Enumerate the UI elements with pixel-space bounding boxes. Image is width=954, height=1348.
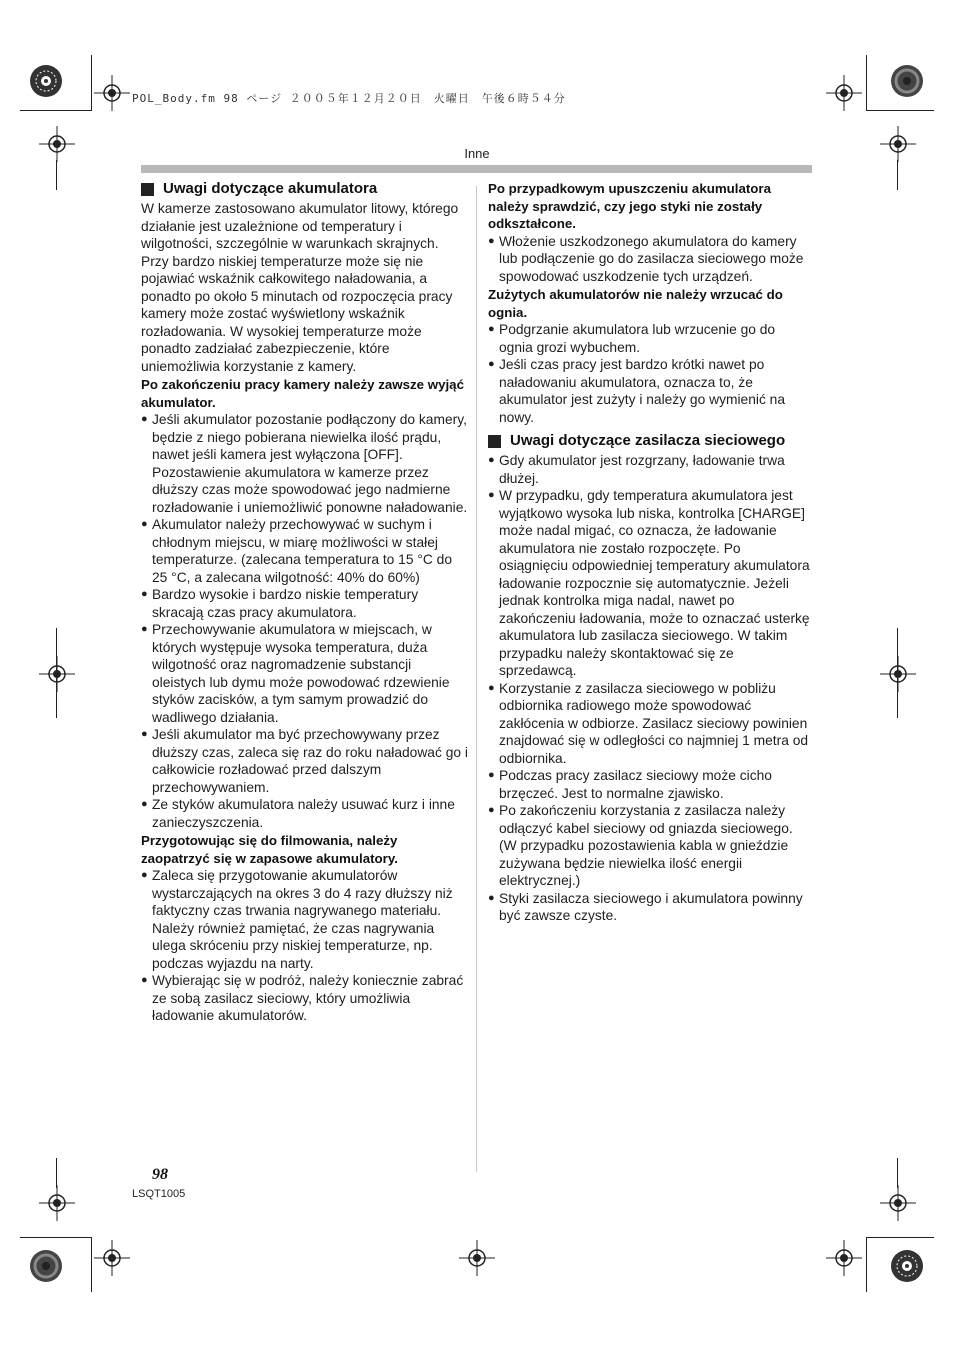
crop-mark (897, 1158, 898, 1188)
section-title: Inne (464, 146, 490, 161)
bullet-icon: ● (488, 323, 495, 335)
page-number: 98 (152, 1166, 168, 1183)
note-fire: Zużytych akumulatorów nie należy wrzucać do ognia. (488, 287, 783, 320)
black-square-icon (488, 435, 501, 448)
heading-text: Uwagi dotyczące akumulatora (163, 180, 378, 197)
bullet-icon: ● (488, 454, 495, 466)
bullet-list (141, 867, 468, 1025)
list-item-text: Wybierając się w podróż, należy koniecznie zabrać ze sobą zasilacz sieciowy, który umożliwia ładowanie akumulatorów. (152, 973, 464, 1023)
list-item (488, 321, 812, 356)
section-rule (141, 165, 812, 173)
list-item-text: Podgrzanie akumulatora lub wrzucenie go do ognia grozi wybuchem. (499, 322, 776, 355)
list-item (141, 726, 468, 796)
bullet-icon: ● (488, 804, 495, 816)
crop-mark (56, 160, 57, 190)
bullet-icon: ● (488, 769, 495, 781)
print-header: POL_Body.fm 98 ページ ２００５年１２月２０日 火曜日 午後６時５４分 (132, 92, 566, 105)
bullet-icon: ● (141, 974, 148, 986)
crosshair-registration-icon (94, 75, 130, 111)
intro-paragraph: W kamerze zastosowano akumulator litowy, którego działanie jest uzależnione od temperatury i wilgotności, szczególnie w warunkach skrajnych. Przy bardzo niskiej temperaturze może się nie pojawiać wskaźnik całkowitego naładowania, a ponadto po około 5 minutach od rozpoczęcia pracy kamery może zostać wyświetlony wskaźnik rozładowania. W wysokiej temperaturze może ponadto zadziałać zabezpieczenie, które uniemożliwia korzystanie z kamery. (141, 201, 459, 374)
heading-text: Uwagi dotyczące zasilacza sieciowego (510, 432, 786, 449)
list-item-text: Bardzo wysokie i bardzo niskie temperatury skracają czas pracy akumulatora. (152, 587, 419, 620)
bullet-list (141, 411, 468, 831)
crosshair-registration-icon (826, 1240, 862, 1276)
crop-mark (897, 160, 898, 190)
bullet-icon: ● (488, 681, 495, 694)
list-item-text: Zaleca się przygotowanie akumulatorów wystarczających na okres 3 do 4 razy dłuższy niż faktyczny czas trwania nagrywanego materiału. Należy również pamiętać, że czas nagrywania ulega skróceniu przy niskiej temperaturze, np. podczas wyjazdu na narty. (152, 868, 453, 971)
list-item-text: Po zakończeniu korzystania z zasilacza należy odłączyć kabel sieciowy od gniazda sieciowego. (W przypadku pozostawienia kabla w gnieździe zużywana będzie niewielka ilość energii elektrycznej.) (499, 803, 793, 888)
bullet-icon: ● (488, 358, 495, 370)
list-item-text: W przypadku, gdy temperatura akumulatora jest wyjątkowo wysoka lub niska, kontrolka [CHARGE] może nadal migać, co oznacza, że ładowanie akumulatora nie zostało rozpoczęte. Po osiągnięciu odpowiedniej temperatury akumulatora ładowanie rozpocznie się automatycznie. Jeżeli jednak kontrolka miga nadal, nawet po zakończeniu ładowania, może to oznaczać usterkę akumulatora lub zasilacza sieciowego. W takim przypadku należy skontaktować się ze sprzedawcą. (499, 488, 810, 678)
crosshair-registration-icon (94, 1240, 130, 1276)
bullet-icon: ● (488, 234, 495, 247)
left-column (141, 180, 468, 1025)
bullet-icon: ● (488, 891, 495, 904)
list-item (141, 411, 468, 516)
bullet-icon: ● (141, 413, 148, 425)
crop-mark (866, 1237, 934, 1238)
registration-disc-icon (29, 64, 63, 98)
list-item (141, 796, 468, 831)
crop-mark (20, 110, 92, 111)
list-item-text: Włożenie uszkodzonego akumulatora do kamery lub podłączenie go do zasilacza sieciowego może spowodować uszkodzenie tych urządzeń. (499, 233, 804, 284)
list-item (141, 516, 468, 586)
bullet-icon: ● (141, 728, 148, 740)
crosshair-registration-icon (39, 1185, 75, 1221)
list-item (488, 802, 812, 890)
crop-mark (866, 55, 867, 110)
registration-disc-icon (29, 1249, 63, 1283)
crosshair-registration-icon (880, 656, 916, 692)
crop-mark (20, 1237, 92, 1238)
crop-mark (866, 1237, 867, 1292)
list-item-text: Jeśli akumulator ma być przechowywany przez dłuższy czas, zaleca się raz do roku naładować go i całkowicie rozładować przed dalszym przechowywaniem. (152, 727, 468, 795)
list-item (141, 586, 468, 621)
crop-mark (866, 110, 934, 111)
list-item-text: Ze styków akumulatora należy usuwać kurz i inne zanieczyszczenia. (152, 797, 455, 830)
list-item (488, 356, 812, 426)
bullet-icon: ● (488, 489, 495, 501)
list-item-text: Styki zasilacza sieciowego i akumulatora powinny być zawsze czyste. (499, 890, 803, 923)
black-square-icon (141, 183, 154, 196)
list-item-text: Gdy akumulator jest rozgrzany, ładowanie trwa dłużej. (499, 453, 785, 486)
list-item-text: Podczas pracy zasilacz sieciowy może cicho brzęczeć. Jest to normalne zjawisko. (499, 768, 772, 801)
bullet-icon: ● (141, 623, 148, 635)
list-item-text: Przechowywanie akumulatora w miejscach, w których występuje wysoka temperatura, duża wilgotność oraz nagromadzenie substancji oleistych lub dymu może powodować rdzewienie styków zacisków, a tym samym prowadzić do wadliwego działania. (152, 622, 450, 725)
list-item (488, 767, 812, 802)
list-item (141, 867, 468, 972)
battery-notes-heading (141, 180, 468, 198)
ac-adaptor-heading (488, 432, 812, 450)
crosshair-registration-icon (880, 1185, 916, 1221)
note-remove-battery: Po zakończeniu pracy kamery należy zawsze wyjąć akumulator. (141, 377, 464, 410)
bullet-list (488, 321, 812, 426)
note-dropped-battery: Po przypadkowym upuszczeniu akumulatora należy sprawdzić, czy jego styki nie zostały odkształcone. (488, 181, 771, 231)
crosshair-registration-icon (39, 656, 75, 692)
list-item-text: Jeśli czas pracy jest bardzo krótki nawet po naładowaniu akumulatora, oznacza to, że akumulator jest zużyty i należy go wymienić na nowy. (499, 357, 786, 425)
column-divider (476, 186, 477, 1172)
crop-mark (56, 1158, 57, 1188)
list-item (488, 233, 812, 286)
crop-mark (897, 628, 898, 718)
crosshair-registration-icon (826, 75, 862, 111)
registration-disc-icon (890, 64, 924, 98)
document-code: LSQT1005 (132, 1188, 186, 1200)
right-column (488, 180, 812, 925)
bullet-icon: ● (141, 869, 148, 881)
bullet-icon: ● (141, 798, 148, 810)
crosshair-registration-icon (459, 1240, 495, 1276)
list-item (488, 890, 812, 925)
bullet-icon: ● (141, 588, 148, 600)
list-item (141, 972, 468, 1025)
list-item (488, 452, 812, 487)
list-item (488, 680, 812, 768)
crop-mark (91, 55, 92, 110)
crop-mark (91, 1237, 92, 1292)
bullet-icon: ● (141, 518, 148, 530)
bullet-list (488, 233, 812, 286)
list-item-text: Akumulator należy przechowywać w suchym i chłodnym miejscu, w miarę możliwości w stałej temperaturze. (zalecana temperatura to 15 °C do 25 °C, a zalecana wilgotność: 40% do 60%) (152, 517, 453, 585)
registration-disc-icon (890, 1249, 924, 1283)
list-item-text: Jeśli akumulator pozostanie podłączony do kamery, będzie z niego pobierana niewielka ilość prądu, nawet jeśli kamera jest wyłączona [OFF]. Pozostawienie akumulatora w kamerze przez dłuższy czas może spowodować jego nadmierne rozładowanie i uniemożliwić ponowne naładowanie. (152, 412, 468, 515)
list-item-text: Korzystanie z zasilacza sieciowego w pobliżu odbiornika radiowego może spowodować zakłócenia w odbiorze. Zasilacz sieciowy powinien znajdować się w odległości co najmniej 1 metra od odbiornika. (499, 680, 809, 766)
list-item (488, 487, 812, 680)
note-spare-batteries: Przygotowując się do filmowania, należy zaopatrzyć się w zapasowe akumulatory. (141, 833, 398, 866)
crop-mark (56, 628, 57, 718)
list-item (141, 621, 468, 726)
bullet-list (488, 452, 812, 925)
